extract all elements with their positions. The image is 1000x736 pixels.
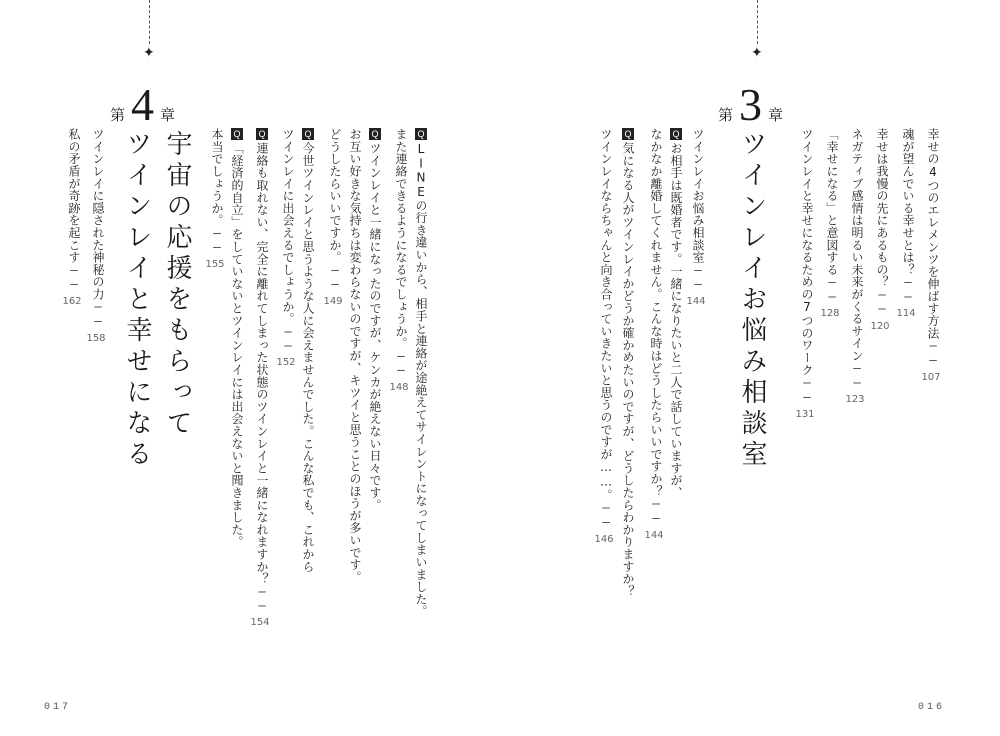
toc-entry[interactable]: ツインレイに隠された神秘の力──158 <box>90 128 106 347</box>
entry-text: 本当でしょうか。 <box>210 128 224 227</box>
toc-entry-question-cont[interactable]: ツインレイならちゃんと向き合っていきたいと思うのですが……。──146 <box>598 128 614 548</box>
entry-text: 連絡も取れない、完全に離れてしまった状態のツインレイと一緒になれますか？ <box>255 142 269 585</box>
toc-entry[interactable]: 魂が望んでいる幸せとは？──114 <box>900 128 916 322</box>
page-number: 120 <box>870 320 890 332</box>
entry-text: ツインレイならちゃんと向き合っていきたいと思うのですが……。 <box>599 128 613 501</box>
entry-text: ツインレイに隠された神秘の力 <box>91 128 105 301</box>
toc-entry[interactable]: 幸せの4つのエレメンツを伸ばす方法──107 <box>925 128 941 386</box>
chapter-number: 4 <box>131 79 155 130</box>
toc-entry[interactable]: ツインレイお悩み相談室──144 <box>690 128 706 310</box>
page-folio-left: 017 <box>44 702 72 713</box>
toc-entry-question-cont[interactable]: どうしたらいいですか。──149 <box>327 128 343 310</box>
entry-text: 「経済的自立」をしていないとツインレイには出会えないと聞きました。 <box>230 142 244 548</box>
entry-text: どうしたらいいですか。 <box>328 128 342 264</box>
ornament-line-left <box>149 0 150 44</box>
page-number: 131 <box>795 408 815 420</box>
entry-text: ネガティブ感情は明るい未来がくるサイン <box>850 128 864 362</box>
entry-text: ツインレイと一緒になったのですが、ケンカが絶えない日々です。 <box>368 142 382 511</box>
toc-entry-question-cont[interactable]: ツインレイに出会えるでしょうか。──152 <box>280 128 296 371</box>
entry-text: 幸せは我慢の先にあるもの？ <box>875 128 889 288</box>
toc-entry[interactable]: 私の矛盾が奇跡を起こす──162 <box>66 128 82 310</box>
entry-text: 魂が望んでいる幸せとは？ <box>901 128 915 276</box>
entry-text: ツインレイに出会えるでしょうか。 <box>281 128 295 325</box>
entry-text: ツインレイと幸せになるための7つのワーク <box>800 128 814 376</box>
page-number: 144 <box>686 295 706 307</box>
toc-entry-question[interactable] <box>620 128 636 597</box>
entry-text: 気になる人がツインレイかどうか確かめたいのですが、どうしたらわかりますか？ <box>621 142 635 598</box>
page-number: 144 <box>644 529 664 541</box>
ornament-line-right <box>757 0 758 44</box>
chapter-prefix: 第 <box>718 106 734 124</box>
entry-text: 幸せの4つのエレメンツを伸ばす方法 <box>926 128 940 340</box>
page-number: 154 <box>250 617 270 629</box>
question-mark-icon: Q <box>416 128 426 140</box>
page-number: 148 <box>389 382 409 394</box>
question-mark-icon: Q <box>370 128 380 140</box>
toc-entry-question[interactable] <box>367 128 383 511</box>
ornament-star-left: ✦ <box>143 45 155 61</box>
entry-text: ツインレイお悩み相談室 <box>691 128 705 264</box>
page-number: 149 <box>323 295 343 307</box>
entry-text: 私の矛盾が奇跡を起こす <box>67 128 81 264</box>
page-number: 155 <box>205 259 225 271</box>
ornament-star-right: ✦ <box>751 45 763 61</box>
entry-text: お相手は既婚者です。一緒になりたいと二人で話していますが、 <box>669 142 683 499</box>
chapter-title-line: 宇宙の応援をもらって <box>162 130 192 440</box>
toc-entry[interactable]: 幸せは我慢の先にあるもの？──120 <box>874 128 890 335</box>
toc-entry[interactable]: ツインレイと幸せになるための7つのワーク──131 <box>799 128 815 423</box>
toc-entry-question[interactable] <box>300 128 316 573</box>
toc-entry-question-cont[interactable]: 本当でしょうか。──155 <box>209 128 225 273</box>
question-mark-icon: Q <box>303 128 313 140</box>
toc-entry-question-cont[interactable] <box>347 128 363 583</box>
chapter-heading-4 <box>110 79 176 130</box>
chapter-prefix: 第 <box>110 106 126 124</box>
entry-text: LINEの行き違いから、相手と連絡が途絶えてサイレントになってしまいました。 <box>414 142 428 618</box>
toc-entry-question[interactable] <box>413 128 429 617</box>
chapter-suffix: 章 <box>160 106 176 124</box>
chapter-title-line: ツインレイと幸せになる <box>122 130 152 471</box>
page-folio-right: 016 <box>918 702 946 713</box>
question-mark-icon: Q <box>671 128 681 140</box>
toc-entry-question-cont[interactable]: なかなか離婚してくれません。こんな時はどうしたらいいですか？──144 <box>648 128 664 544</box>
entry-text: お互い好きな気持ちは変わらないのですが、キツイと思うことのほうが多いです。 <box>348 128 362 584</box>
toc-entry-question[interactable]: Q連絡も取れない、完全に離れてしまった状態のツインレイと一緒になれますか？──154 <box>254 128 270 631</box>
toc-entry[interactable]: ネガティブ感情は明るい未来がくるサイン──123 <box>849 128 865 408</box>
entry-text: 「幸せになる」と意図する <box>825 128 839 276</box>
question-mark-icon: Q <box>232 128 242 140</box>
page-number: 152 <box>276 357 296 369</box>
toc-entry-question[interactable] <box>668 128 684 499</box>
question-mark-icon: Q <box>623 128 633 140</box>
entry-text: なかなか離婚してくれません。こんな時はどうしたらいいですか？ <box>649 128 663 497</box>
chapter-heading-3 <box>718 79 784 130</box>
page-number: 146 <box>594 533 614 545</box>
page-number: 114 <box>896 308 916 320</box>
question-mark-icon: Q <box>257 128 267 140</box>
chapter-title: ツインレイお悩み相談室 <box>737 130 767 471</box>
entry-text: また連絡できるようになるでしょうか。 <box>394 128 408 350</box>
page-number: 162 <box>62 295 82 307</box>
chapter-number: 3 <box>739 79 763 130</box>
toc-entry[interactable]: 「幸せになる」と意図する──128 <box>824 128 840 322</box>
toc-entry-question[interactable] <box>229 128 245 548</box>
entry-text: 今世ツインレイと思うような人に会えませんでした。こんな私でも、これから <box>301 142 315 573</box>
page-number: 107 <box>921 371 941 383</box>
toc-entry-question-cont[interactable]: また連絡できるようになるでしょうか。──148 <box>393 128 409 396</box>
page-number: 158 <box>86 332 106 344</box>
chapter-suffix: 章 <box>768 106 784 124</box>
page-number: 128 <box>820 308 840 320</box>
page-number: 123 <box>845 394 865 406</box>
